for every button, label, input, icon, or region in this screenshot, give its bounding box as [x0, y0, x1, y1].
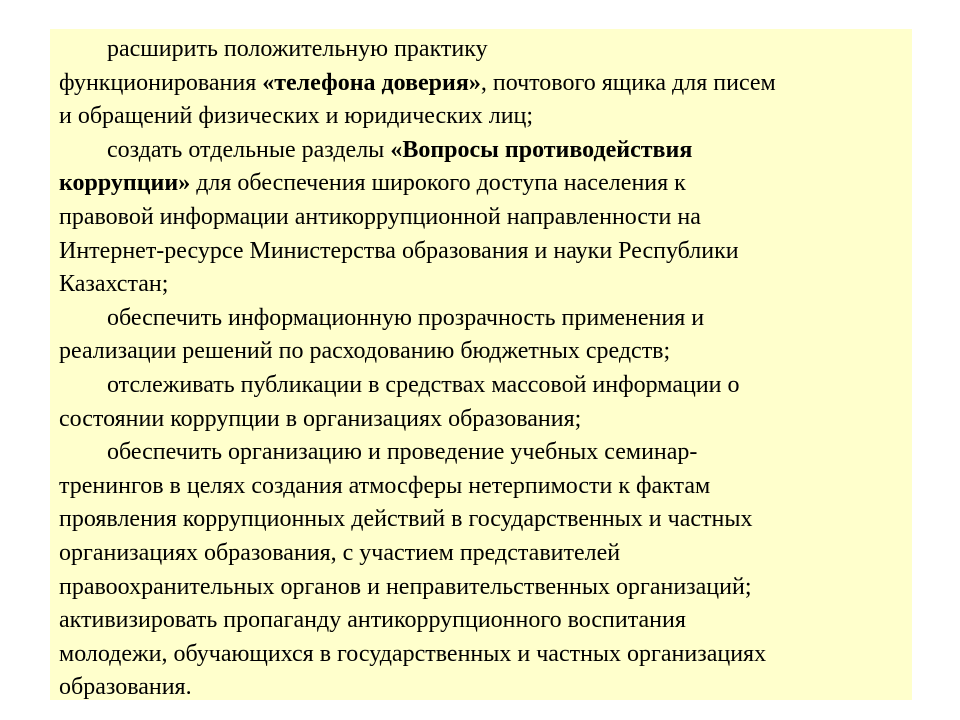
- text-run: функционирования: [59, 69, 263, 96]
- text-run: реализации решений по расходованию бюджетных средств;: [59, 338, 671, 365]
- text-line: [59, 470, 912, 504]
- text-run: правоохранительных органов и неправительственных организаций;: [59, 573, 752, 600]
- text-run: образования.: [59, 674, 192, 701]
- text-run: обеспечить информационную прозрачность применения и: [107, 304, 705, 331]
- text-run: Казахстан;: [59, 271, 169, 298]
- bold-text: коррупции»: [59, 170, 191, 197]
- text-line: [59, 100, 912, 134]
- text-line: [59, 403, 912, 437]
- text-line: [59, 335, 912, 369]
- text-run: активизировать пропаганду антикоррупционного воспитания: [59, 607, 686, 634]
- text-run: создать отдельные разделы: [107, 136, 391, 163]
- text-run: правовой информации антикоррупционной направленности на: [59, 203, 701, 230]
- text-run: отслеживать публикации в средствах массовой информации о: [107, 371, 740, 398]
- text-run: обеспечить организацию и проведение учебных семинар-: [107, 439, 698, 466]
- text-run: организациях образования, с участием представителей: [59, 539, 621, 566]
- text-line: [59, 571, 912, 605]
- text-run: , почтового ящика для писем: [480, 69, 776, 96]
- text-box: [50, 29, 912, 700]
- text-line: [59, 134, 912, 168]
- text-line: [59, 604, 912, 638]
- text-line: [59, 537, 912, 571]
- text-line: [59, 167, 912, 201]
- text-line: [59, 503, 912, 537]
- text-line: [59, 638, 912, 672]
- text-run: расширить положительную практику: [107, 36, 488, 62]
- text-run: и обращений физических и юридических лиц;: [59, 103, 534, 130]
- text-line: [59, 671, 912, 705]
- text-run: молодежи, обучающихся в государственных и частных организациях: [59, 640, 767, 667]
- text-line: [59, 33, 912, 67]
- bold-text: «телефона доверия»: [262, 69, 481, 96]
- text-line: [59, 67, 912, 101]
- text-line: [59, 201, 912, 235]
- text-line: [59, 436, 912, 470]
- text-line: [59, 302, 912, 336]
- text-run: состоянии коррупции в организациях образования;: [59, 405, 582, 432]
- bold-text: «Вопросы противодействия: [390, 136, 693, 163]
- text-line: [59, 369, 912, 403]
- text-run: Интернет-ресурсе Министерства образования и науки Республики: [59, 237, 739, 264]
- text-run: для обеспечения широкого доступа населения к: [190, 170, 686, 197]
- text-line: [59, 235, 912, 269]
- text-run: проявления коррупционных действий в государственных и частных: [59, 506, 753, 533]
- text-run: тренингов в целях создания атмосферы нетерпимости к фактам: [59, 472, 711, 499]
- text-line: [59, 268, 912, 302]
